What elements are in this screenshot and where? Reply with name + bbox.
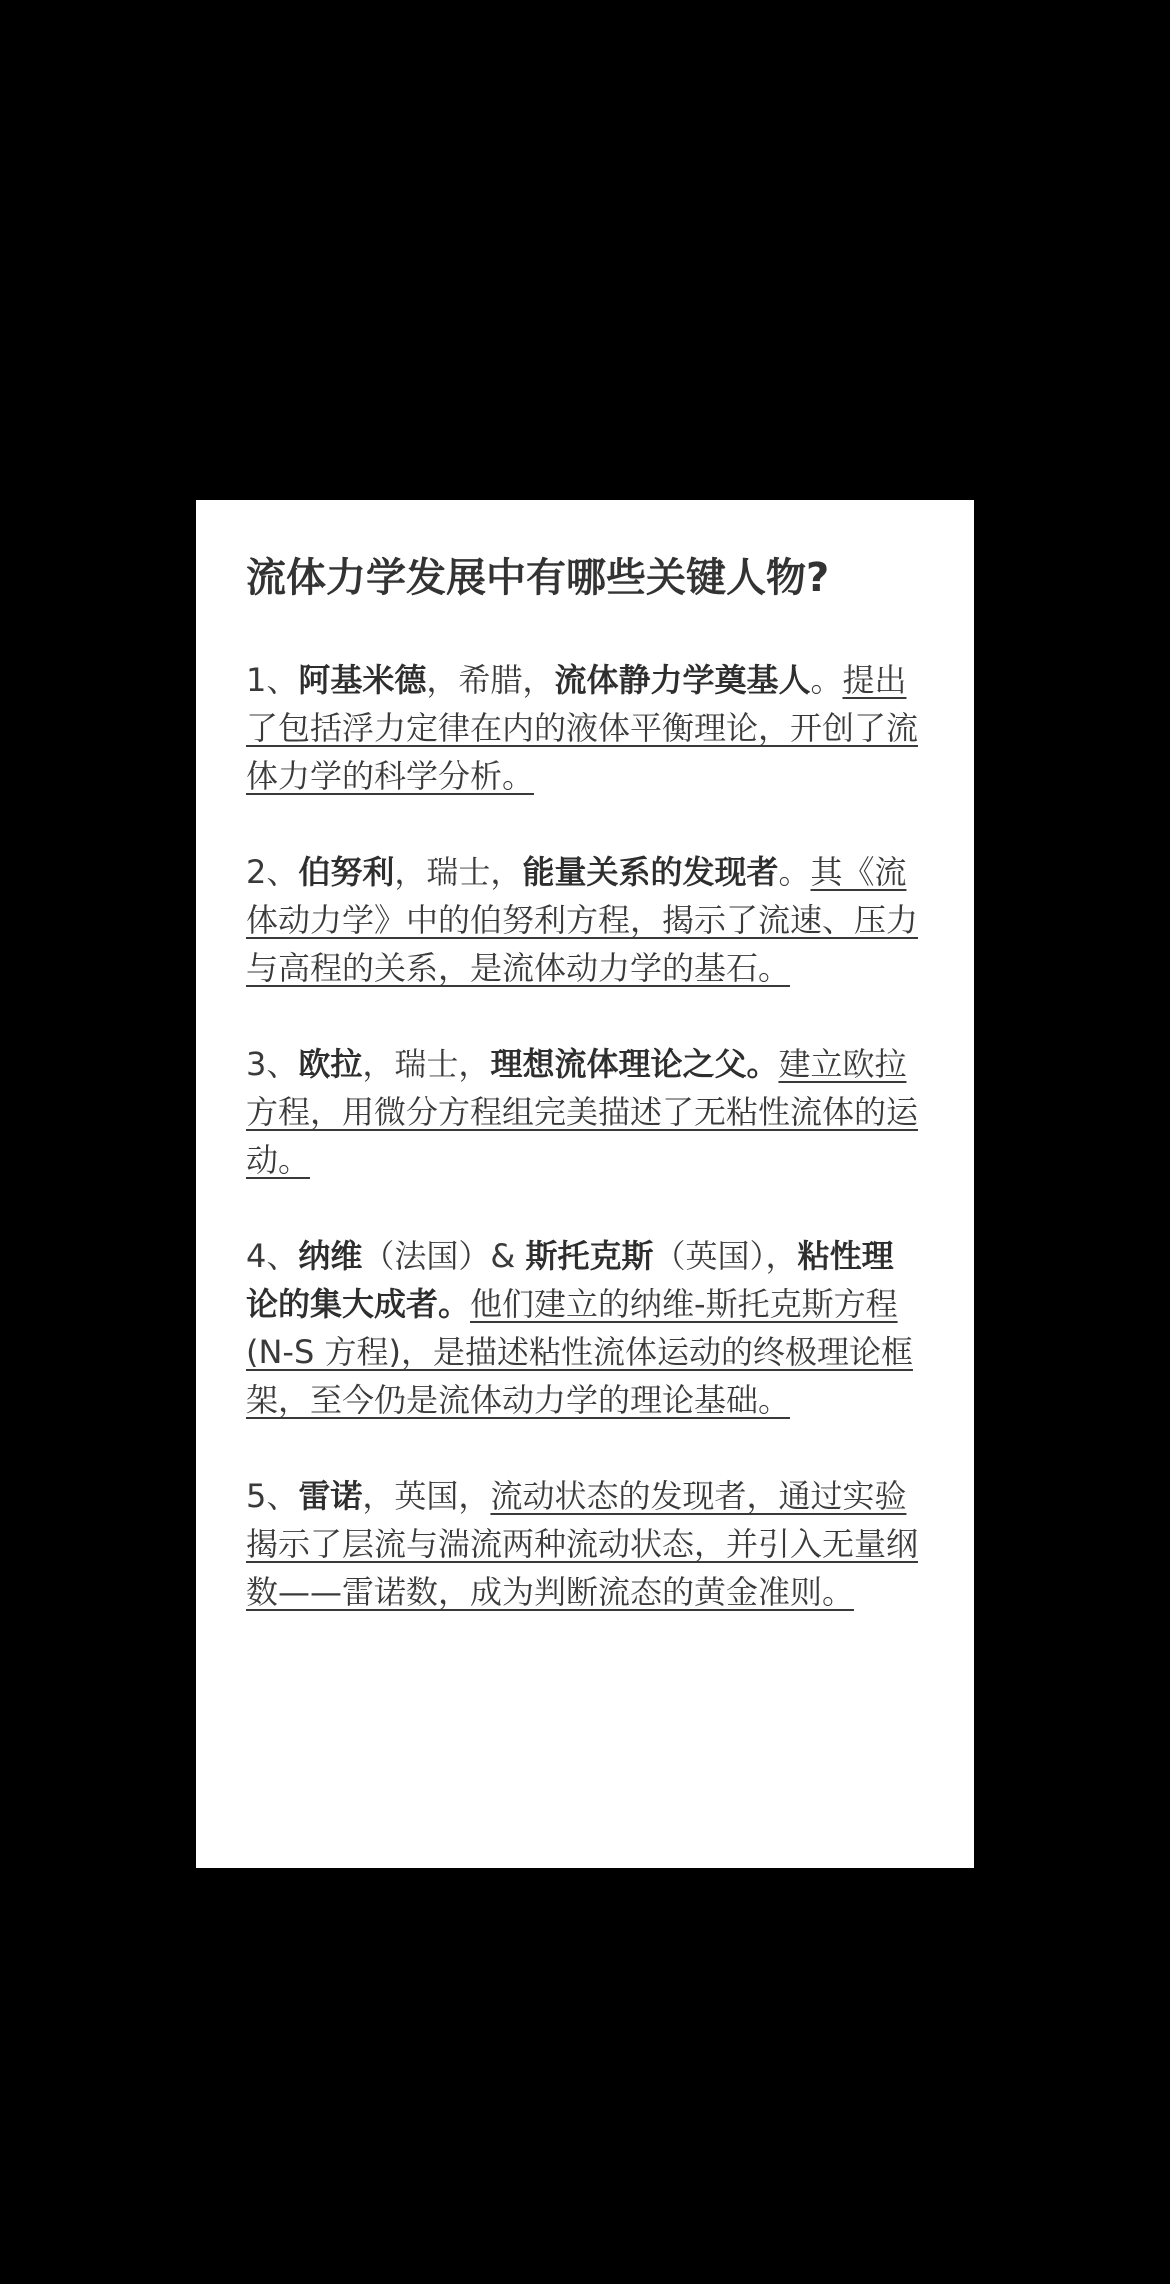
article-title: 流体力学发展中有哪些关键人物? [246,555,830,601]
person-description: 他们建立的纳维-斯托克斯方程 (N-S 方程)，是描述粘性流体运动的终极理论框架，至今仍是流体动力学的理论基础。 [246,1285,913,1419]
person-country: 英国 [394,1477,459,1515]
item-index: 3、 [246,1045,299,1083]
role-end: 。 [778,853,811,891]
item-index: 5、 [246,1477,299,1515]
separator: ， [458,1477,491,1515]
separator: ， [426,661,459,699]
item-index: 4、 [246,1237,299,1275]
person-name: 阿基米德 [298,661,427,699]
separator: ， [458,1045,491,1083]
separator: ， [522,661,555,699]
list-item [246,1040,924,1184]
person-country: （英国）， [653,1237,798,1275]
person-name: 斯托克斯 [525,1237,654,1275]
person-description: 建立欧拉方程，用微分方程组完美描述了无粘性流体的运动。 [246,1045,919,1179]
person-role: 流体静力学奠基人 [554,661,811,699]
person-name: 伯努利 [298,853,395,891]
person-role: 理想流体理论之父。 [490,1045,779,1083]
person-country: 瑞士 [426,853,491,891]
separator: ， [394,853,427,891]
person-name: 雷诺 [298,1477,363,1515]
person-role: 粘性理论的集大成者。 [246,1237,894,1323]
person-country: （法国）& [362,1237,526,1275]
person-country: 希腊 [458,661,523,699]
separator: ， [362,1045,395,1083]
person-country: 瑞士 [394,1045,459,1083]
list-item [246,848,924,992]
separator: ， [362,1477,395,1515]
role-end: 。 [810,661,843,699]
article-card [196,500,974,1868]
separator: ， [490,853,523,891]
person-description: 提出了包括浮力定律在内的液体平衡理论，开创了流体力学的科学分析。 [246,661,919,795]
person-name: 纳维 [298,1237,363,1275]
item-index: 2、 [246,853,299,891]
list-item [246,1472,924,1616]
item-index: 1、 [246,661,299,699]
person-description: 流动状态的发现者，通过实验揭示了层流与湍流两种流动状态，并引入无量纲数——雷诺数，成为判断流态的黄金准则。 [246,1477,919,1611]
list-item [246,1232,924,1424]
person-name: 欧拉 [298,1045,363,1083]
figure-list [246,656,924,1616]
person-role: 能量关系的发现者 [522,853,779,891]
person-description: 其《流体动力学》中的伯努利方程，揭示了流速、压力与高程的关系，是流体动力学的基石。 [246,853,919,987]
list-item [246,656,924,800]
